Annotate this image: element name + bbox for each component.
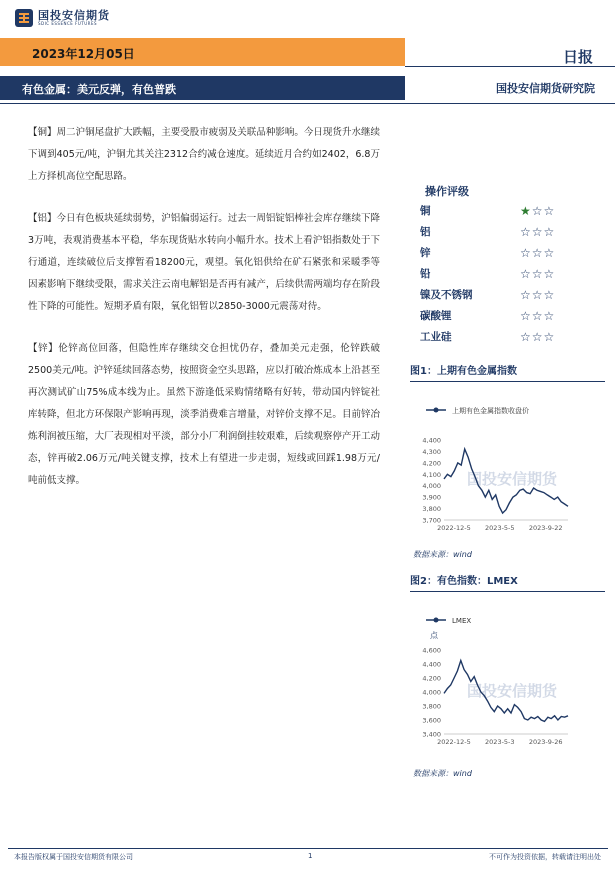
rating-stars: ☆☆☆ [520,266,556,281]
rating-table [420,200,570,347]
headline: 有色金属：美元反弹，有色普跌 [22,83,176,96]
institute-name: 国投安信期货研究院 [496,82,595,95]
y-tick-label: 3,400 [422,730,441,739]
y-tick-label: 4,400 [422,436,441,445]
footer-copyright: 本报告版权属于国投安信期货有限公司 [14,853,133,861]
rating-metal: 镍及不锈钢 [420,289,473,301]
report-date: 2023年12月05日 [32,47,135,61]
rating-title: 操作评级 [425,185,469,198]
watermark: 国投安信期货 [466,470,558,488]
rating-row [420,263,570,284]
footer-rule [8,848,608,849]
y-tick-label: 3,800 [422,702,441,711]
report-type: 日报 [562,48,593,66]
rating-stars: ☆☆☆ [520,329,556,344]
footer-disclaimer: 不可作为投资依据，转载请注明出处 [489,853,601,861]
rating-metal: 锌 [420,247,431,259]
y-tick-label: 3,700 [422,516,441,525]
company-logo [14,8,110,28]
x-tick-label: 2022-12-5 [437,524,471,532]
figure1-title: 图1：上期有色金属指数 [410,362,605,382]
figure2-source: 数据来源：wind [413,769,472,778]
rating-stars: ★☆☆ [520,203,556,218]
watermark: 国投安信期货 [466,682,558,700]
headline-band [0,76,405,100]
figure1-source: 数据来源：wind [413,550,472,559]
y-tick-label: 4,200 [422,674,441,683]
y-tick-label: 4,100 [422,470,441,479]
y-tick-label: 4,300 [422,447,441,456]
header-divider [405,66,615,67]
x-tick-label: 2023-9-22 [528,524,563,532]
x-tick-label: 2023-5-3 [485,738,515,746]
rating-metal: 铝 [420,226,431,238]
header-rule [0,103,615,104]
logo-en: SDIC ESSENCE FUTURES [38,21,98,26]
paragraph-copper: 【铜】周二沪铜尾盘扩大跌幅，主要受股市疲弱及关联品种影响。今日现货升水继续下调到405元/吨，沪铜尤其关注2312合约减仓速度。延续近月合约如2402，6.8万上方择机高位空配思路。 [28,127,380,182]
page-number: 1 [308,852,313,860]
rating-row [420,284,570,305]
figure1-chart [410,392,605,542]
figure2-chart [410,606,605,762]
x-tick-label: 2023-5-5 [485,524,515,532]
rating-metal: 铅 [420,268,431,280]
y-tick-label: 4,400 [422,660,441,669]
rating-stars: ☆☆☆ [520,224,556,239]
x-tick-label: 2023-9-26 [528,738,563,746]
rating-row [420,221,570,242]
date-band [0,38,405,66]
rating-stars: ☆☆☆ [520,245,556,260]
rating-row [420,242,570,263]
logo-icon [14,8,34,28]
rating-row [420,305,570,326]
legend-label: 上期有色金属指数收盘价 [452,407,529,415]
logo-cn: 国投安信期货 [38,9,110,22]
unit-label: 点 [430,631,438,640]
y-tick-label: 3,800 [422,505,441,514]
paragraph-aluminum: 【铝】今日有色板块延续弱势，沪铝偏弱运行。过去一周铝锭铝棒社会库存继续下降3万吨，表观消费基本平稳，华东现货贴水转向小幅升水。技术上看沪铝指数处于下行通道，连续破位后支撑暂看18200元，观望。氧化铝供给在矿石紧张和采暖季等因素影响下继续受限，需求关注云南电解铝是否再有减产，后续供需两端均存在阶段性下降的可能性。短期矛盾有限，氧化铝暂以2850-3000元震荡对待。 [28,213,380,312]
y-tick-label: 3,900 [422,493,441,502]
y-tick-label: 3,600 [422,716,441,725]
legend-label: LMEX [452,617,472,625]
rating-metal: 工业硅 [420,331,452,343]
y-tick-label: 4,000 [422,482,441,491]
rating-metal: 碳酸锂 [420,310,452,322]
y-tick-label: 4,000 [422,688,441,697]
y-tick-label: 4,600 [422,646,441,655]
legend-marker [434,618,439,623]
rating-stars: ☆☆☆ [520,308,556,323]
y-tick-label: 4,200 [422,459,441,468]
paragraph-zinc: 【锌】伦锌高位回落，但隐性库存继续交仓担忧仍存，叠加美元走强，伦锌跌破2500美元/吨。沪锌延续回落态势，按照资金空头思路，应以打破冶炼成本上沿甚至再次测试矿山75%成本线为止。虽然下游逢低采购情绪略有好转，带动国内锌锭社库转降，但北方环保限产影响再现，淡季消费难言增量，对锌价支撑不足。目前锌冶炼利润被压缩，大厂表现相对平淡，部分小厂利润倒挂较艰难，后续观察停产开工动态，锌再破2.06万元/吨关键支撑，技术上有望进一步走弱，短线或回踩1.98万元/吨前低支撑。 [28,343,380,486]
legend-marker [434,408,439,413]
rating-row [420,326,570,347]
figure2-title: 图2：有色指数：LMEX [410,572,605,592]
rating-row [420,200,570,221]
x-tick-label: 2022-12-5 [437,738,471,746]
main-content [28,122,380,512]
rating-stars: ☆☆☆ [520,287,556,302]
rating-metal: 铜 [420,205,431,217]
